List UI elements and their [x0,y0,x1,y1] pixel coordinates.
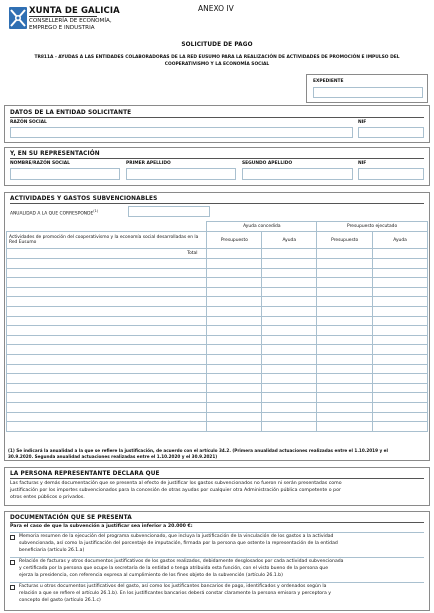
doc-item-1-line3: beneficiaria (artículo 26.1.a) [19,548,85,553]
doc-item-2-checkbox[interactable] [10,560,15,565]
annex-label: ANEXO IV [198,4,234,13]
amount-cell[interactable] [373,259,428,269]
amount-cell[interactable] [317,259,373,269]
actividades-divider [10,203,424,204]
footnote-2: 30.9.2020. Segunda anualidad actuaciones realizadas entre el 1.10.2020 y el 30.9.2021) [8,454,218,459]
doc-item-1-line1: Memoria resumen de la ejecución del programa subvencionado, que incluya la justificación de la vinculación de los gastos a la actividad [19,534,334,539]
amount-cell[interactable] [207,326,262,336]
activity-row [7,393,428,403]
amount-cell[interactable] [207,422,262,432]
amount-cell[interactable] [207,345,262,355]
amount-cell[interactable] [317,268,373,278]
col-concedida-ayuda: Ayuda [262,232,317,249]
amount-cell[interactable] [207,335,262,345]
amount-cell[interactable] [262,278,317,288]
amount-cell[interactable] [317,383,373,393]
declaracion-line1: Las facturas y demás documentación que se presenta al efecto de justificar los gastos subvencionados no fueron ni serán presentadas como [10,481,342,486]
apellido2-input[interactable] [242,168,353,180]
doc-item-1-checkbox[interactable] [10,535,15,540]
entidad-nif-input[interactable] [358,127,424,138]
activity-name-cell[interactable] [7,364,207,374]
amount-cell[interactable] [317,335,373,345]
amount-cell[interactable] [373,316,428,326]
amount-cell[interactable] [207,268,262,278]
amount-cell[interactable] [207,354,262,364]
amount-cell[interactable] [317,326,373,336]
amount-cell[interactable] [317,345,373,355]
apellido2-label: SEGUNDO APELLIDO [242,161,293,166]
activity-name-cell[interactable] [7,306,207,316]
activity-name-cell[interactable] [7,354,207,364]
repr-nif-label: NIF [358,161,367,166]
doc-item-2-line3: ejerza la presidencia, con referencia expresa al cumplimiento de los fines objeto de la subvención (artículo 26.1.b) [19,573,283,578]
amount-cell[interactable] [262,306,317,316]
activity-row [7,297,428,307]
amount-cell[interactable] [373,278,428,288]
nombre-input[interactable] [10,168,120,180]
repr-nif-input[interactable] [358,168,424,180]
activity-name-cell[interactable] [7,412,207,422]
documentacion-divider [10,522,424,523]
form-title: SOLICITUDE DE PAGO [181,42,253,48]
activity-name-cell[interactable] [7,268,207,278]
amount-cell[interactable] [373,364,428,374]
amount-cell[interactable] [317,306,373,316]
amount-cell[interactable] [317,393,373,403]
activity-name-cell[interactable] [7,326,207,336]
ministry-line1: CONSELLERÍA DE ECONOMÍA, [29,18,112,24]
amount-cell[interactable] [373,268,428,278]
documentacion-intro: Para el caso de que la subvención a justificar sea inferior a 20.000 €: [10,524,193,529]
activity-row [7,383,428,393]
amount-cell[interactable] [262,345,317,355]
total-cell[interactable] [317,249,373,259]
amount-cell[interactable] [207,402,262,412]
activity-name-cell[interactable] [7,422,207,432]
doc-item-1-line2: subvencionada, así como la justificación del porcentaje de imputación, firmada por la persona que ostente la representación de la entidad [19,541,338,546]
amount-cell[interactable] [262,402,317,412]
declaracion-line2: justificación por los importes subvencionados para la concesión de otras ayudas por cualquier otra Administración pública competente o por [10,488,341,493]
activity-row [7,345,428,355]
amount-cell[interactable] [262,259,317,269]
amount-cell[interactable] [373,335,428,345]
amount-cell[interactable] [373,422,428,432]
amount-cell[interactable] [373,287,428,297]
amount-cell[interactable] [262,374,317,384]
activity-name-cell[interactable] [7,278,207,288]
activity-name-cell[interactable] [7,297,207,307]
doc-item-3-line1: Facturas u otros documentos justificativos del gasto, así como los justificantes bancarios de pago, identificados y ordenados según la [19,584,327,589]
group-ayuda-concedida: Ayuda concedida [207,222,317,232]
total-cell[interactable] [262,249,317,259]
amount-cell[interactable] [262,422,317,432]
amount-cell[interactable] [373,326,428,336]
amount-cell[interactable] [317,287,373,297]
entidad-divider [10,117,424,118]
amount-cell[interactable] [373,402,428,412]
doc-item-2-line1: Relación de facturas y otros documentos justificativos de los gastos realizados, debidamente desglosados por cada actividad subvencionada [19,559,344,564]
total-row [7,249,428,259]
amount-cell[interactable] [317,412,373,422]
amount-cell[interactable] [317,364,373,374]
amount-cell[interactable] [262,383,317,393]
table-corner [7,222,207,232]
brand-name: XUNTA DE GALICIA [29,6,120,16]
activity-name-cell[interactable] [7,393,207,403]
activity-row [7,326,428,336]
declaracion-heading: LA PERSONA REPRESENTANTE DECLARA QUE [10,471,160,477]
amount-cell[interactable] [373,374,428,384]
expediente-input[interactable] [313,87,423,98]
amount-cell[interactable] [262,354,317,364]
activity-row [7,374,428,384]
amount-cell[interactable] [262,412,317,422]
activity-name-cell[interactable] [7,383,207,393]
expediente-label: EXPEDIENTE [313,79,344,84]
declaracion-line3: otros entes públicos o privados. [10,495,85,500]
amount-cell[interactable] [373,297,428,307]
amount-cell[interactable] [373,354,428,364]
apellido1-input[interactable] [126,168,236,180]
declaracion-divider [10,478,424,479]
representacion-divider [10,158,424,159]
form-subtitle-1: TR811A - AYUDAS A LAS ENTIDADES COLABORADORAS DE LA RED EUSUMO PARA LA REALIZACIÓN DE ACTIVIDADES DE PROMOCIÓN E IMPULSO DEL [34,55,400,60]
actividades-heading: ACTIVIDADES Y GASTOS SUBVENCIONABLES [10,196,158,202]
activity-row [7,259,428,269]
activity-name-cell[interactable] [7,402,207,412]
activity-name-cell[interactable] [7,374,207,384]
amount-cell[interactable] [207,278,262,288]
amount-cell[interactable] [207,287,262,297]
amount-cell[interactable] [207,383,262,393]
amount-cell[interactable] [262,297,317,307]
col-activities: Actividades de promoción del cooperativismo y la economía social desarrolladas en la Red Eusumo [7,232,207,249]
doc-item-3-line3: concepto del gasto (artículo 26.1.c) [19,598,101,603]
activity-row [7,306,428,316]
doc-item-2-line2: y certificada por la persona que ocupe la secretaría de la entidad o tenga atribuida esta función, con el visto bueno de la persona que [19,566,329,571]
amount-cell[interactable] [373,393,428,403]
amount-cell[interactable] [317,354,373,364]
activity-name-cell[interactable] [7,335,207,345]
doc-item-1 [10,532,424,558]
amount-cell[interactable] [317,316,373,326]
activity-row [7,354,428,364]
activities-table [6,221,428,432]
razon-social-label: RAZÓN SOCIAL [10,120,47,125]
razon-social-input[interactable] [10,127,353,138]
form-subtitle-2: COOPERATIVISMO Y LA ECONOMÍA SOCIAL [164,62,270,67]
amount-cell[interactable] [207,393,262,403]
documentacion-heading: DOCUMENTACIÓN QUE SE PRESENTA [10,515,132,521]
footnote-1: (1) Se indicará la anualidad a la que se refiere la justificación, de acuerdo con el artículo 34.2. (Primera anualidad actuaciones realizadas entre el 1.10.2019 y el [8,448,388,453]
amount-cell[interactable] [262,268,317,278]
total-cell[interactable] [373,249,428,259]
apellido1-label: PRIMER APELLIDO [126,161,171,166]
anualidad-label [10,209,98,216]
activity-row [7,364,428,374]
brand-rule [29,16,97,17]
doc-item-3 [10,582,424,609]
amount-cell[interactable] [317,422,373,432]
anualidad-footnote-ref: (1) [93,209,99,213]
amount-cell[interactable] [373,412,428,422]
representacion-heading: Y, EN SU REPRESENTACIÓN [10,151,100,157]
amount-cell[interactable] [262,316,317,326]
amount-cell[interactable] [207,297,262,307]
total-label: Total [7,249,207,259]
amount-cell[interactable] [207,364,262,374]
amount-cell[interactable] [317,374,373,384]
amount-cell[interactable] [262,364,317,374]
activity-row [7,278,428,288]
activity-rows [7,259,428,432]
col-ejecutado-ayuda: Ayuda [373,232,428,249]
col-ejecutado-presupuesto: Presupuesto [317,232,373,249]
doc-item-2 [10,557,424,583]
amount-cell[interactable] [207,412,262,422]
activity-row [7,268,428,278]
anualidad-label-text: ANUALIDAD A LA QUE CORRESPONDE [10,211,94,217]
activity-name-cell[interactable] [7,345,207,355]
amount-cell[interactable] [373,345,428,355]
total-cell[interactable] [207,249,262,259]
entidad-nif-label: NIF [358,120,367,125]
entidad-heading: DATOS DE LA ENTIDAD SOLICITANTE [10,110,132,116]
activity-row [7,402,428,412]
activity-name-cell[interactable] [7,316,207,326]
doc-item-3-checkbox[interactable] [10,585,15,590]
ministry-line2: EMPREGO E INDUSTRIA [29,25,95,31]
doc-item-3-line2: relación a que se refiere el artículo 26.1.b). En los justificantes bancarios deberá constar claramente la persona emisora y perceptora y [19,591,331,596]
amount-cell[interactable] [373,306,428,316]
amount-cell[interactable] [317,278,373,288]
activity-row [7,335,428,345]
activity-name-cell[interactable] [7,287,207,297]
activity-row [7,316,428,326]
amount-cell[interactable] [262,335,317,345]
amount-cell[interactable] [207,374,262,384]
nombre-label: NOMBRE/RAZÓN SOCIAL [10,161,70,166]
amount-cell[interactable] [262,287,317,297]
amount-cell[interactable] [207,316,262,326]
amount-cell[interactable] [373,383,428,393]
activity-row [7,412,428,422]
col-concedida-presupuesto: Presupuesto [207,232,262,249]
amount-cell[interactable] [262,326,317,336]
amount-cell[interactable] [317,297,373,307]
activity-row [7,287,428,297]
amount-cell[interactable] [317,402,373,412]
anualidad-input[interactable] [128,206,210,217]
amount-cell[interactable] [207,259,262,269]
amount-cell[interactable] [207,306,262,316]
group-presupuesto-ejecutado: Presupuesto ejecutado [317,222,428,232]
activity-name-cell[interactable] [7,259,207,269]
activity-row [7,422,428,432]
amount-cell[interactable] [262,393,317,403]
